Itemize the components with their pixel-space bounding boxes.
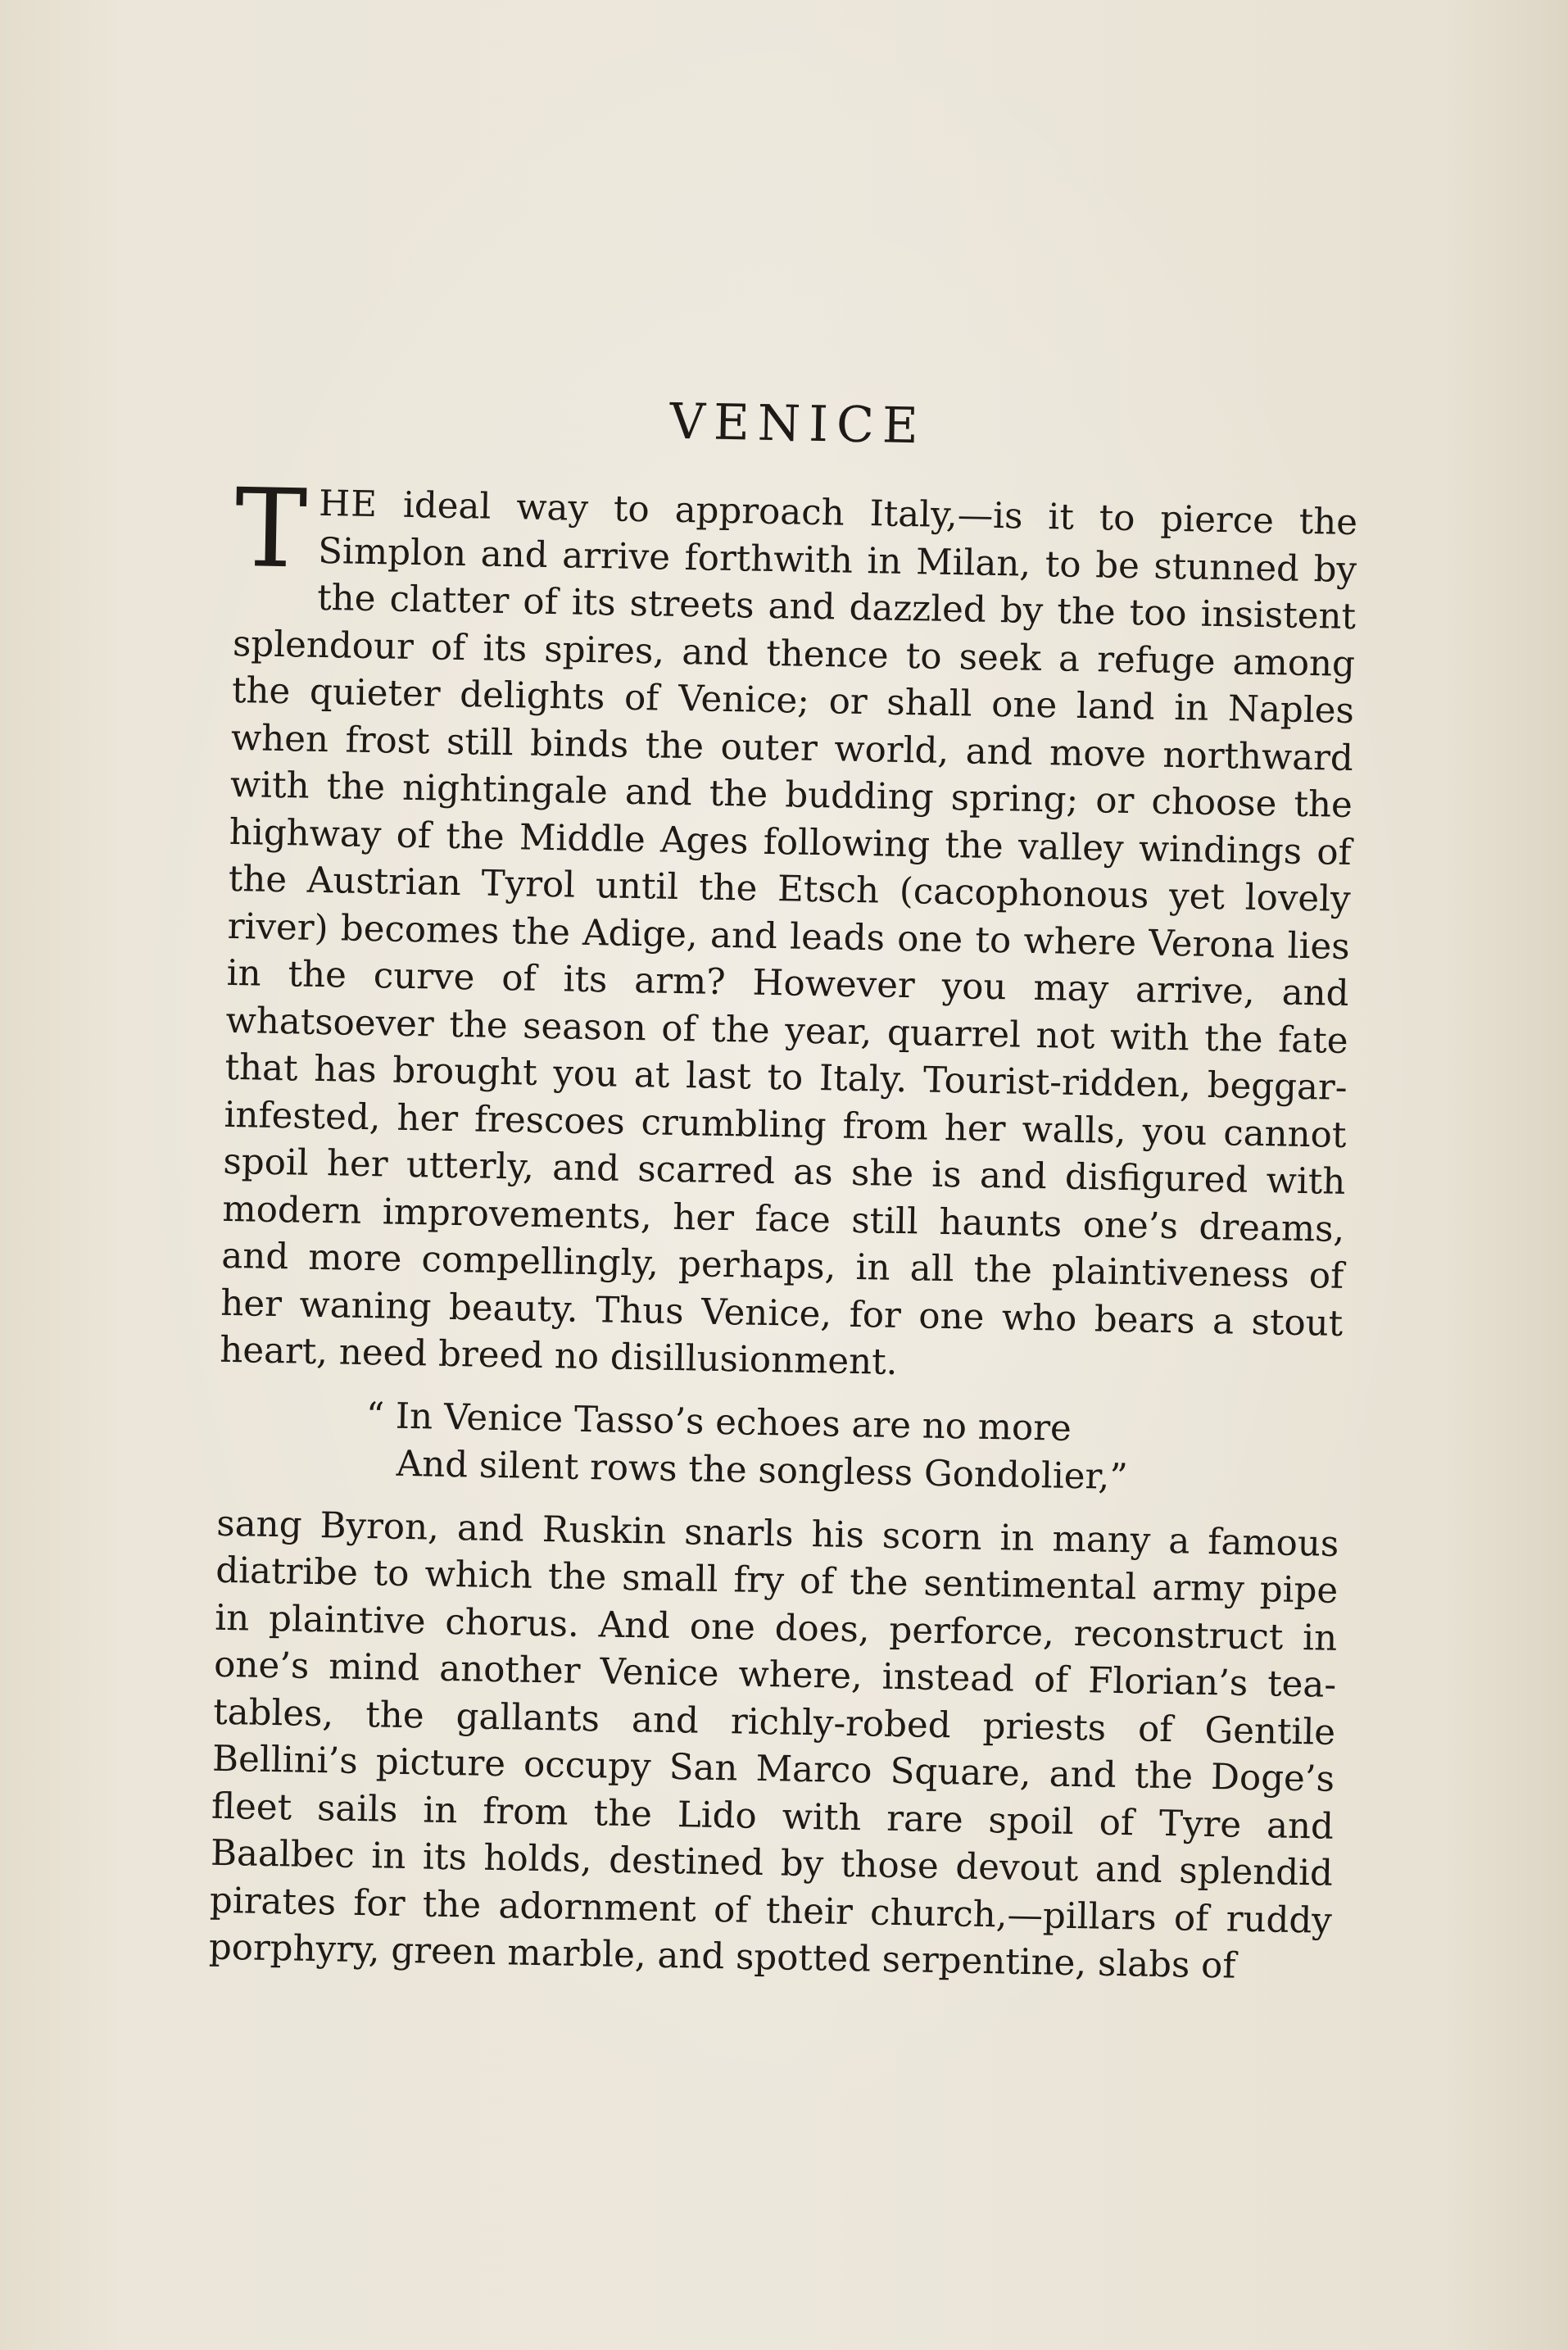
verse-quotation [365,1392,1341,1505]
verse-line-2: And silent rows the songless Gondolier,” [396,1443,1129,1498]
small-caps-lead: HE [318,483,378,526]
opening-paragraph [219,465,1358,1395]
second-paragraph: sang Byron, and Ruskin snarls his scorn in many a famous diatribe to which the small fry of the sentimental army pipe in plaintive chorus. And one does, perforce, reconstruct in one’s mind another Venice where, instead of Florian’s tea-tables, the gallants and richly-robed priests of Gentile Bellini’s picture occupy San Marco Square, and the Doge’s fleet sails in from the Lido with rare spoil of Tyre and Baalbec in its holds, destined by those devout and splendid pirates for the adornment of their church,—pillars of ruddy porphyry, green marble, and spotted serpentine, slabs of [208,1503,1339,1987]
opening-paragraph-text: ideal way to approach Italy,—is it to pierce the Simplon and arrive forthwith in Milan, to be stunned by the clatter of its streets and dazzled by the too insistent splendour of its spires, and thence to seek a refuge among the quieter delights of Venice; or shall one land in Naples when frost still binds the outer world, and move northward with the nightingale and the budding spring; or choose the highway of the Middle Ages following the valley windings of the Austrian Tyrol until the Etsch (cacophonous yet lovely river) becomes the Adige, and leads one to where Verona lies in the curve of its arm? However you may arrive, and whatsoever the season of the year, quarrel not with the fate that has brought you at last to Italy. Tourist-ridden, beggar-infested, her frescoes crumbling from her walls, you cannot spoil her utterly, and scarred as she is and disfigured with modern improvements, her face still haunts one’s dreams, and more compellingly, perhaps, in all the plaintiveness of her waning beauty. Thus Venice, for one who bears a stout heart, need breed no disillusionment. [219,484,1358,1383]
page-content [208,381,1359,1992]
chapter-title: VENICE [669,392,927,456]
verse-line-1: “ In Venice Tasso’s echoes are no more [365,1395,1072,1449]
drop-cap: T [233,465,309,593]
